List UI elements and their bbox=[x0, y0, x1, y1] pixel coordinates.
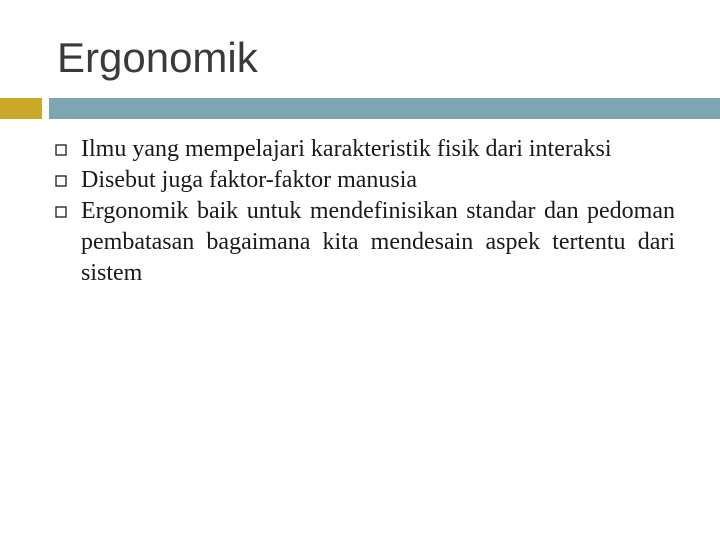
bullet-text: Ilmu yang mempelajari karakteristik fisik dari interaksi bbox=[81, 136, 612, 162]
slide-title: Ergonomik bbox=[57, 34, 258, 81]
hollow-square-icon bbox=[55, 144, 67, 156]
hollow-square-icon bbox=[55, 175, 67, 187]
bullet-text: Disebut juga faktor-faktor manusia bbox=[81, 167, 418, 193]
bullet-item bbox=[55, 196, 675, 289]
bullet-item bbox=[55, 165, 675, 196]
bullet-list bbox=[55, 134, 675, 289]
hollow-square-icon bbox=[55, 206, 67, 218]
bullet-text: Ergonomik baik untuk mendefinisikan standar dan pedoman pembatasan bagaimana kita mendesain aspek tertentu dari sistem bbox=[81, 198, 675, 286]
title-accent-bar bbox=[0, 98, 42, 119]
title-divider-bar bbox=[49, 98, 720, 119]
bullet-item bbox=[55, 134, 675, 165]
